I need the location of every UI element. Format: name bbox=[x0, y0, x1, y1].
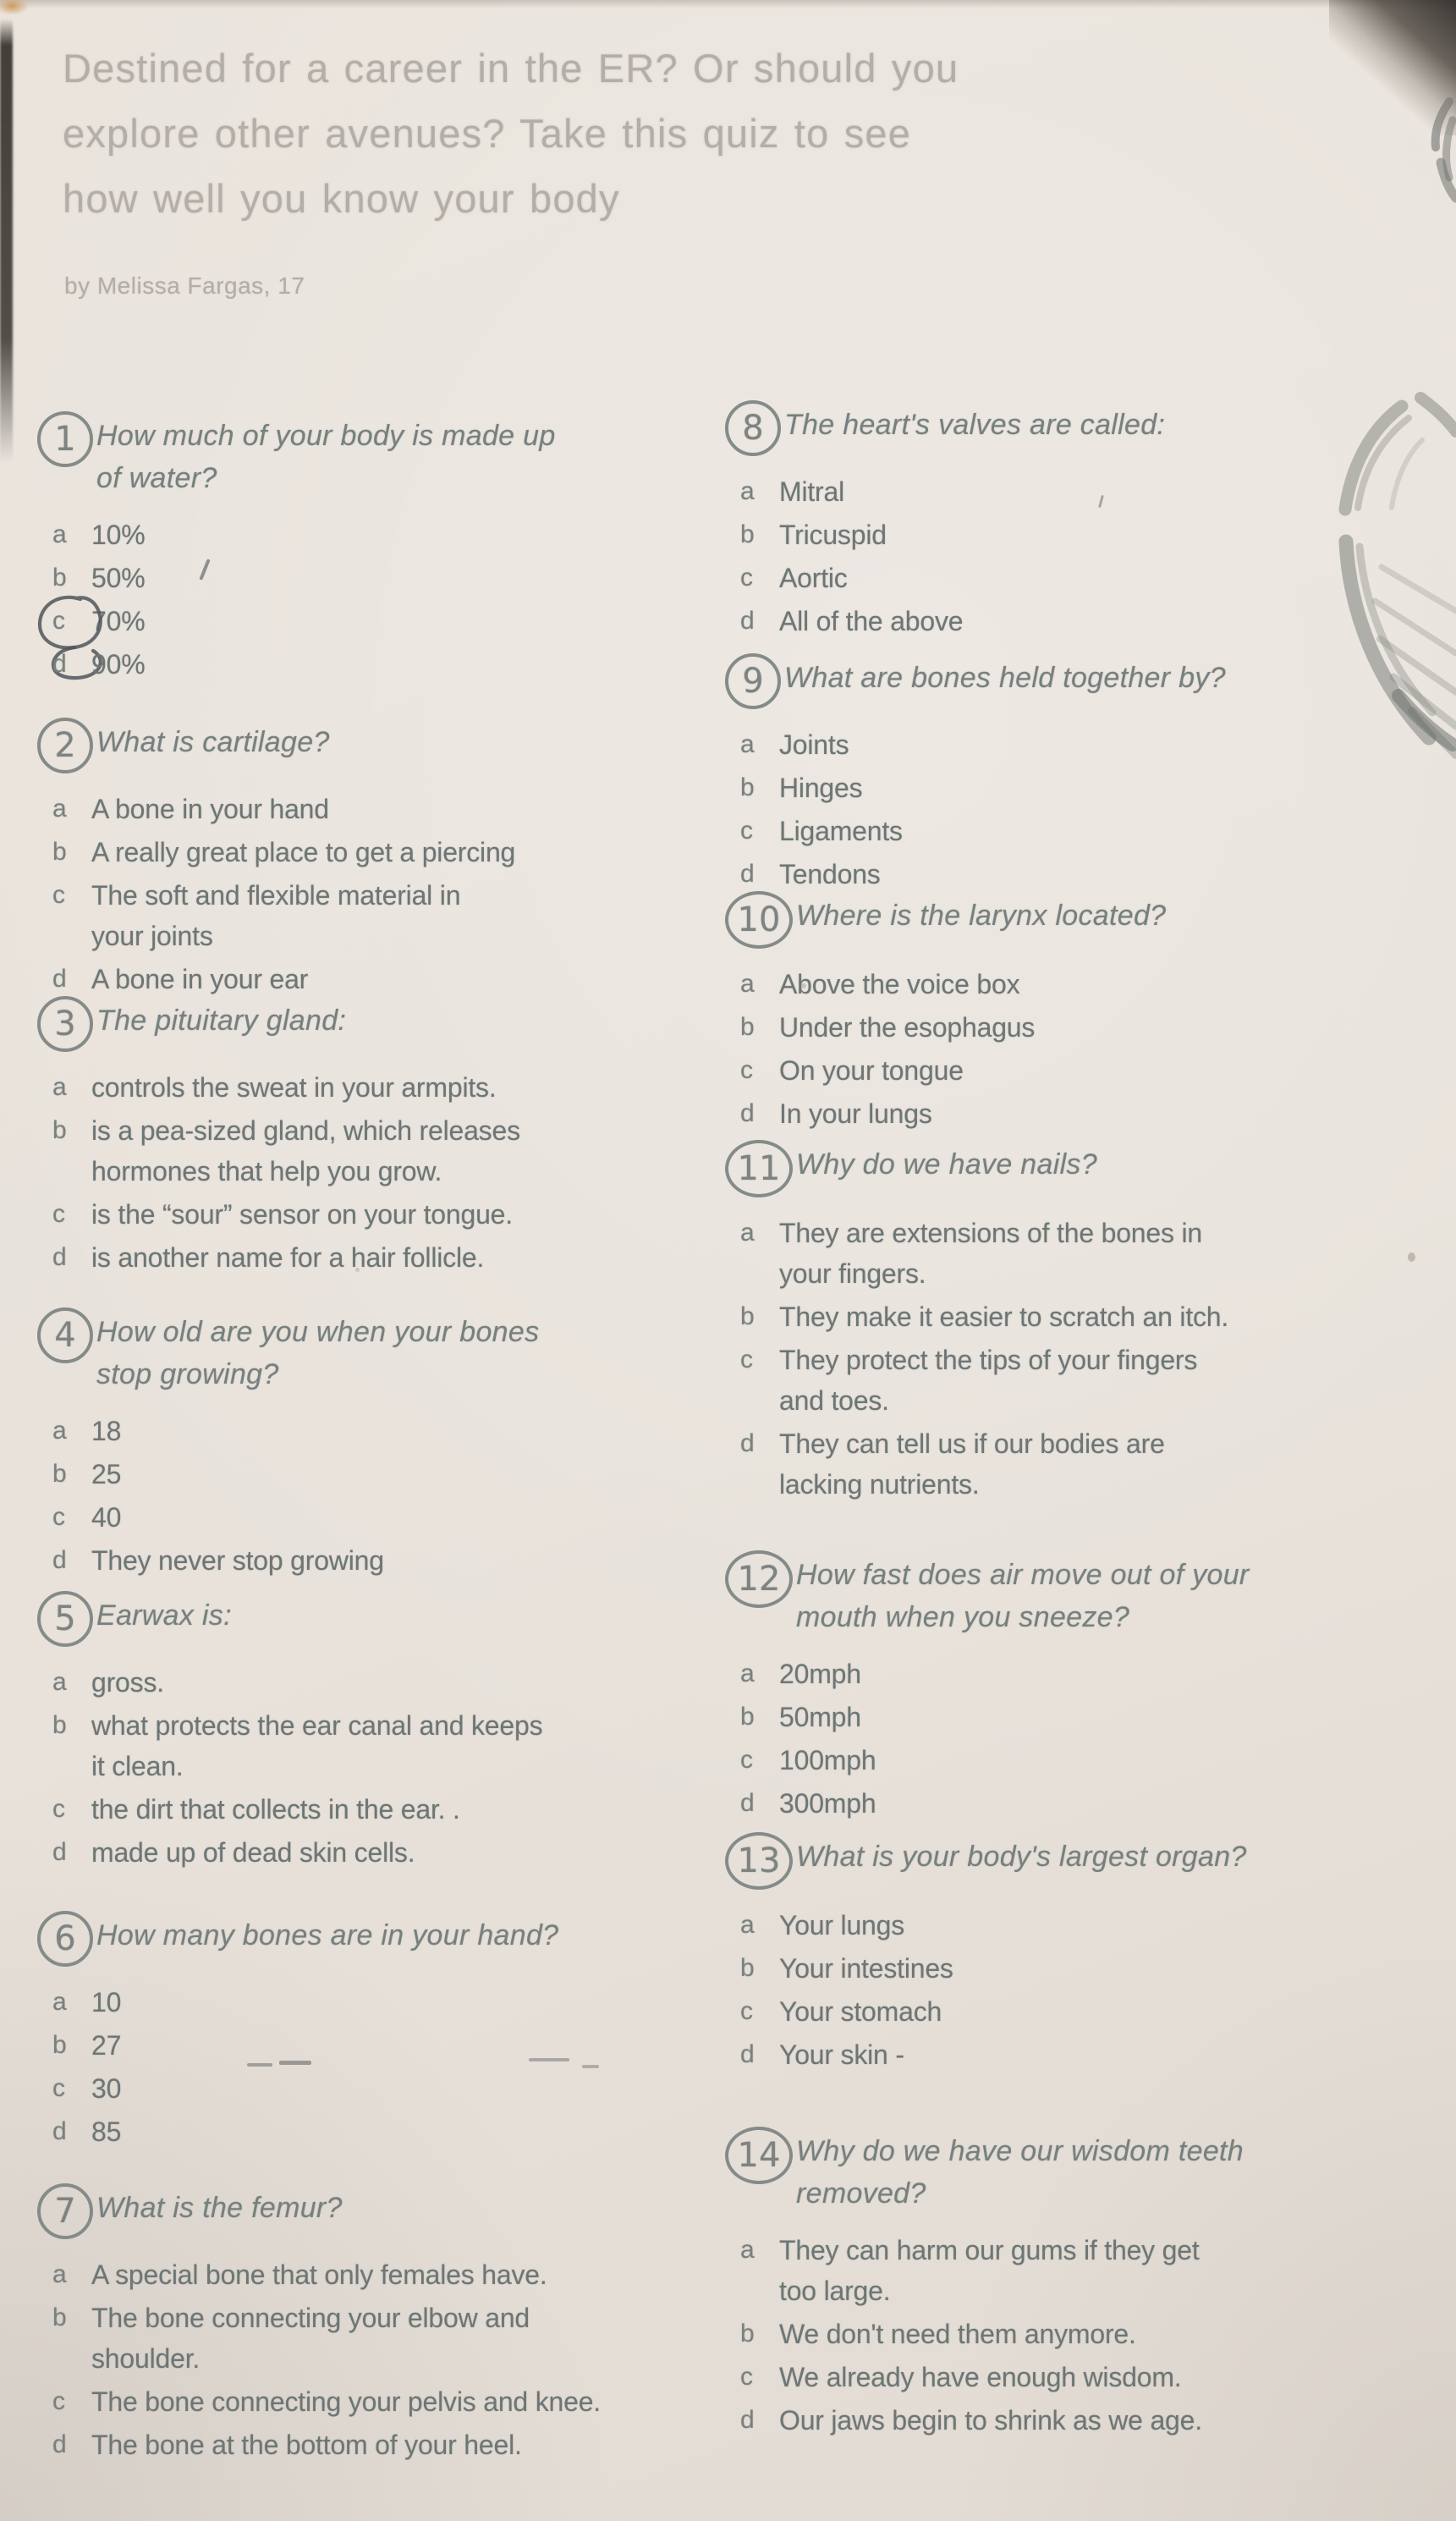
option-text: 300mph bbox=[779, 1788, 876, 1819]
option-letter: b bbox=[740, 1013, 755, 1041]
option-letter: a bbox=[52, 1417, 67, 1445]
option-text: The bone connecting your elbow and shoulder. bbox=[91, 2303, 530, 2374]
option-letter: a bbox=[740, 970, 755, 998]
question-block bbox=[37, 1591, 697, 1875]
option-letter: b bbox=[740, 2320, 755, 2348]
option-letter: b bbox=[740, 1302, 755, 1330]
option-row bbox=[52, 1411, 697, 1451]
option-text: On your tongue bbox=[779, 1055, 964, 1086]
question-text: How much of your body is made up of water? bbox=[96, 420, 556, 494]
option-letter: c bbox=[740, 1997, 753, 2025]
option-text: Tricuspid bbox=[779, 520, 887, 550]
scan-corner-stain bbox=[0, 0, 29, 15]
option-letter: a bbox=[52, 1073, 67, 1101]
question-block bbox=[725, 2127, 1436, 2443]
option-text: 100mph bbox=[779, 1745, 876, 1775]
option-letter: b bbox=[740, 1703, 755, 1731]
question-block bbox=[37, 718, 697, 1002]
option-row bbox=[740, 2230, 1436, 2311]
option-text: They can harm our gums if they get too large. bbox=[779, 2235, 1200, 2306]
question-number-badge: 7 bbox=[37, 2183, 93, 2239]
option-letter: a bbox=[740, 2236, 755, 2264]
option-row bbox=[740, 2314, 1436, 2354]
question-block bbox=[725, 891, 1436, 1137]
option-letter: d bbox=[740, 1429, 755, 1457]
option-row bbox=[52, 2025, 697, 2066]
option-letter: a bbox=[740, 477, 755, 505]
option-row bbox=[740, 964, 1436, 1005]
question-block bbox=[725, 1550, 1436, 1826]
question-text: Why do we have nails? bbox=[796, 1148, 1097, 1181]
option-row bbox=[740, 1948, 1436, 1989]
option-letter: c bbox=[740, 817, 753, 845]
question-header bbox=[725, 1140, 1436, 1197]
option-text: Hinges bbox=[779, 773, 863, 803]
option-text: Aortic bbox=[779, 563, 848, 593]
option-row bbox=[52, 1705, 697, 1786]
option-text: 90% bbox=[91, 649, 146, 680]
question-number-badge: 11 bbox=[725, 1140, 793, 1197]
option-letter: a bbox=[52, 1668, 67, 1696]
option-row bbox=[52, 1194, 697, 1235]
option-text: 50% bbox=[91, 563, 146, 593]
scan-speck bbox=[1408, 1252, 1415, 1262]
option-row bbox=[740, 1296, 1436, 1337]
option-row bbox=[52, 558, 697, 598]
option-row bbox=[52, 1454, 697, 1494]
question-number-badge: 1 bbox=[37, 411, 93, 467]
option-row bbox=[740, 1905, 1436, 1946]
option-text: They never stop growing bbox=[91, 1545, 384, 1576]
option-letter: b bbox=[740, 1954, 755, 1982]
scan-spine-shadow bbox=[0, 19, 13, 463]
option-text: 10 bbox=[91, 1987, 122, 2017]
pencil-dash-mark bbox=[582, 2065, 599, 2068]
option-letter: d bbox=[52, 2117, 67, 2145]
question-text: The heart's valves are called: bbox=[784, 409, 1166, 441]
option-text: 27 bbox=[91, 2030, 122, 2061]
option-text: All of the above bbox=[779, 606, 964, 636]
option-text: A special bone that only females have. bbox=[91, 2260, 547, 2290]
option-row bbox=[52, 2425, 697, 2465]
question-text: Earwax is: bbox=[96, 1599, 232, 1632]
question-number-badge: 8 bbox=[725, 400, 781, 456]
option-row bbox=[740, 2034, 1436, 2075]
option-row bbox=[740, 811, 1436, 851]
option-text: Ligaments bbox=[779, 816, 903, 846]
option-text: Your skin - bbox=[779, 2039, 904, 2070]
question-number-badge: 3 bbox=[37, 996, 93, 1052]
question-block bbox=[37, 1911, 697, 2155]
option-row bbox=[740, 1340, 1436, 1421]
option-row bbox=[52, 1662, 697, 1703]
question-text: What is the femur? bbox=[96, 2192, 343, 2224]
option-text: controls the sweat in your armpits. bbox=[91, 1072, 497, 1103]
option-letter: a bbox=[52, 520, 67, 548]
option-letter: d bbox=[740, 2406, 755, 2434]
option-row bbox=[740, 1783, 1436, 1824]
option-letter: d bbox=[52, 1546, 67, 1574]
question-number-badge: 14 bbox=[725, 2127, 793, 2184]
option-letter: b bbox=[52, 2031, 67, 2059]
question-text: Where is the larynx located? bbox=[796, 900, 1167, 932]
question-number-badge: 12 bbox=[725, 1550, 793, 1608]
question-header bbox=[725, 1832, 1436, 1890]
option-text: 40 bbox=[91, 1502, 122, 1533]
option-text: Your stomach bbox=[779, 1996, 942, 2027]
option-letter: c bbox=[52, 2387, 65, 2415]
option-text: They are extensions of the bones in your fingers. bbox=[779, 1218, 1202, 1289]
option-row bbox=[52, 1237, 697, 1278]
question-number-badge: 9 bbox=[725, 653, 781, 709]
option-row bbox=[740, 1213, 1436, 1294]
option-letter: c bbox=[52, 2074, 65, 2102]
options-list bbox=[52, 2254, 697, 2465]
option-letter: d bbox=[740, 1099, 755, 1127]
option-letter: b bbox=[52, 838, 67, 866]
option-text: In your lungs bbox=[779, 1098, 932, 1129]
question-text: What are bones held together by? bbox=[784, 662, 1226, 694]
option-row bbox=[740, 1654, 1436, 1694]
question-text: How many bones are in your hand? bbox=[96, 1919, 559, 1951]
option-row bbox=[52, 1497, 697, 1538]
question-number-badge: 4 bbox=[37, 1307, 93, 1363]
question-header bbox=[37, 996, 697, 1052]
option-text: 18 bbox=[91, 1416, 122, 1446]
option-text: The bone at the bottom of your heel. bbox=[91, 2430, 522, 2460]
option-letter: a bbox=[740, 1660, 755, 1687]
options-list bbox=[740, 1905, 1436, 2075]
option-text: 30 bbox=[91, 2073, 122, 2104]
option-row bbox=[52, 2254, 697, 2295]
pencil-dash-mark bbox=[279, 2061, 311, 2065]
option-row bbox=[52, 1540, 697, 1581]
option-text: A really great place to get a piercing bbox=[91, 837, 516, 867]
option-row bbox=[52, 515, 697, 555]
question-header bbox=[37, 1591, 697, 1647]
option-text: Your intestines bbox=[779, 1953, 953, 1984]
option-row bbox=[52, 2298, 697, 2379]
scan-speck bbox=[355, 1268, 360, 1272]
question-text: How old are you when your bones stop growing? bbox=[96, 1316, 540, 1390]
option-row bbox=[740, 1991, 1436, 2032]
options-list bbox=[52, 1662, 697, 1873]
option-letter: d bbox=[740, 1789, 755, 1817]
option-row bbox=[52, 875, 697, 956]
option-letter: b bbox=[740, 773, 755, 801]
question-number-badge: 6 bbox=[37, 1911, 93, 1967]
byline: by Melissa Fargas, 17 bbox=[64, 272, 305, 299]
options-list bbox=[52, 1067, 697, 1278]
option-letter: b bbox=[52, 1116, 67, 1144]
option-letter: c bbox=[740, 1746, 753, 1774]
option-letter: c bbox=[52, 1503, 65, 1531]
question-number-badge: 13 bbox=[725, 1832, 793, 1890]
option-letter: c bbox=[52, 1200, 65, 1228]
pencil-dash-mark bbox=[529, 2058, 569, 2061]
page-title-line: explore other avenues? Take this quiz to see bbox=[63, 111, 912, 156]
option-letter: b bbox=[740, 520, 755, 548]
question-header bbox=[37, 2183, 697, 2239]
question-header bbox=[37, 718, 697, 773]
option-text: They make it easier to scratch an itch. bbox=[779, 1302, 1229, 1332]
pencil-sketch-illustration bbox=[1321, 381, 1456, 779]
option-text: the dirt that collects in the ear. . bbox=[91, 1794, 460, 1825]
question-block bbox=[725, 1832, 1436, 2078]
option-row bbox=[740, 2357, 1436, 2397]
option-letter: c bbox=[52, 607, 65, 635]
option-text: Your lungs bbox=[779, 1910, 905, 1940]
options-list bbox=[52, 1411, 697, 1581]
options-list bbox=[740, 1654, 1436, 1824]
option-letter: c bbox=[740, 564, 753, 592]
question-header bbox=[725, 1550, 1436, 1638]
option-letter: c bbox=[740, 1056, 753, 1084]
option-text: what protects the ear canal and keeps it clean. bbox=[91, 1710, 543, 1781]
option-letter: a bbox=[740, 1219, 755, 1247]
option-text: The soft and flexible material in your joints bbox=[91, 880, 461, 951]
scan-speck bbox=[801, 983, 806, 988]
option-text: Under the esophagus bbox=[779, 1012, 1036, 1043]
option-letter: d bbox=[740, 2040, 755, 2068]
option-letter: a bbox=[740, 730, 755, 758]
option-row bbox=[740, 1423, 1436, 1505]
option-text: Tendons bbox=[779, 859, 881, 889]
option-text: Our jaws begin to shrink as we age. bbox=[779, 2405, 1202, 2436]
option-letter: a bbox=[52, 1988, 67, 2016]
option-letter: a bbox=[740, 1911, 755, 1939]
option-text: gross. bbox=[91, 1667, 164, 1698]
options-list bbox=[52, 789, 697, 999]
option-row bbox=[740, 1050, 1436, 1091]
question-number-badge: 5 bbox=[37, 1591, 93, 1647]
option-row bbox=[52, 789, 697, 829]
option-text: Joints bbox=[779, 729, 849, 760]
option-letter: c bbox=[740, 1346, 753, 1373]
question-header bbox=[37, 411, 697, 499]
option-letter: c bbox=[52, 1795, 65, 1823]
option-text: made up of dead skin cells. bbox=[91, 1837, 415, 1868]
option-row bbox=[52, 1982, 697, 2023]
question-text: What is your body's largest organ? bbox=[796, 1841, 1247, 1873]
option-letter: d bbox=[52, 1838, 67, 1866]
question-number-badge: 2 bbox=[37, 718, 93, 773]
pencil-sketch-fragment bbox=[1424, 95, 1456, 205]
pencil-dash-mark bbox=[247, 2063, 272, 2067]
option-row bbox=[740, 854, 1436, 894]
question-header bbox=[37, 1911, 697, 1967]
option-row bbox=[52, 832, 697, 872]
options-list bbox=[740, 2230, 1436, 2441]
option-row bbox=[740, 1740, 1436, 1781]
option-row bbox=[52, 2111, 697, 2152]
option-row bbox=[52, 644, 697, 685]
page-title bbox=[63, 36, 959, 231]
option-letter: b bbox=[52, 1711, 67, 1739]
option-text: We don't need them anymore. bbox=[779, 2319, 1136, 2349]
option-row bbox=[52, 1110, 697, 1192]
option-letter: b bbox=[52, 564, 67, 592]
question-header bbox=[37, 1307, 697, 1395]
scan-top-shadow bbox=[0, 0, 1456, 8]
question-header bbox=[725, 2127, 1436, 2215]
option-text: 25 bbox=[91, 1459, 122, 1489]
option-text: is a pea-sized gland, which releases hormones that help you grow. bbox=[91, 1115, 520, 1186]
option-row bbox=[740, 2400, 1436, 2441]
option-text: A bone in your ear bbox=[91, 964, 309, 994]
option-text: 20mph bbox=[779, 1659, 861, 1689]
options-list bbox=[740, 1213, 1436, 1505]
question-text: The pituitary gland: bbox=[96, 1005, 347, 1037]
options-list bbox=[52, 1982, 697, 2152]
page-title-line: how well you know your body bbox=[63, 176, 620, 221]
option-letter: c bbox=[52, 881, 65, 909]
question-text: Why do we have our wisdom teeth removed? bbox=[796, 2135, 1244, 2210]
question-block bbox=[37, 411, 697, 687]
option-letter: d bbox=[740, 860, 755, 888]
option-text: 85 bbox=[91, 2116, 122, 2147]
option-text: They can tell us if our bodies are lacking nutrients. bbox=[779, 1428, 1165, 1500]
option-text: 10% bbox=[91, 520, 146, 550]
options-list bbox=[740, 964, 1436, 1134]
question-number-badge: 10 bbox=[725, 891, 793, 949]
option-letter: d bbox=[740, 607, 755, 635]
option-row bbox=[740, 1007, 1436, 1048]
option-row bbox=[740, 1697, 1436, 1737]
question-header bbox=[725, 891, 1436, 949]
option-letter: b bbox=[52, 2304, 67, 2331]
option-text: 50mph bbox=[779, 1702, 861, 1732]
option-row bbox=[52, 1789, 697, 1830]
option-row bbox=[52, 2381, 697, 2422]
option-letter: c bbox=[740, 2363, 753, 2391]
option-letter: d bbox=[52, 965, 67, 993]
option-row bbox=[52, 601, 697, 641]
option-letter: a bbox=[52, 2260, 67, 2288]
question-block bbox=[725, 1140, 1436, 1507]
option-letter: a bbox=[52, 795, 67, 823]
question-block bbox=[37, 996, 697, 1280]
option-letter: d bbox=[52, 2430, 67, 2458]
question-text: What is cartilage? bbox=[96, 726, 330, 758]
page-title-line: Destined for a career in the ER? Or should you bbox=[63, 46, 959, 91]
option-text: The bone connecting your pelvis and knee. bbox=[91, 2386, 601, 2417]
option-letter: b bbox=[52, 1460, 67, 1488]
option-row bbox=[52, 1832, 697, 1873]
option-text: They protect the tips of your fingers and toes. bbox=[779, 1345, 1198, 1416]
option-text: is the “sour” sensor on your tongue. bbox=[91, 1199, 513, 1230]
option-text: 70% bbox=[91, 606, 146, 636]
option-text: is another name for a hair follicle. bbox=[91, 1242, 485, 1273]
question-text: How fast does air move out of your mouth when you sneeze? bbox=[796, 1559, 1250, 1633]
option-letter: d bbox=[52, 650, 67, 678]
option-row bbox=[52, 1067, 697, 1108]
question-block bbox=[37, 1307, 697, 1583]
question-block bbox=[37, 2183, 697, 2468]
option-row bbox=[52, 2068, 697, 2109]
option-text: A bone in your hand bbox=[91, 794, 329, 824]
option-row bbox=[740, 1093, 1436, 1134]
option-letter: d bbox=[52, 1243, 67, 1271]
option-text: We already have enough wisdom. bbox=[779, 2362, 1182, 2392]
option-text: Mitral bbox=[779, 476, 845, 507]
options-list bbox=[52, 515, 697, 685]
option-text: Above the voice box bbox=[779, 969, 1020, 999]
option-row bbox=[52, 959, 697, 999]
